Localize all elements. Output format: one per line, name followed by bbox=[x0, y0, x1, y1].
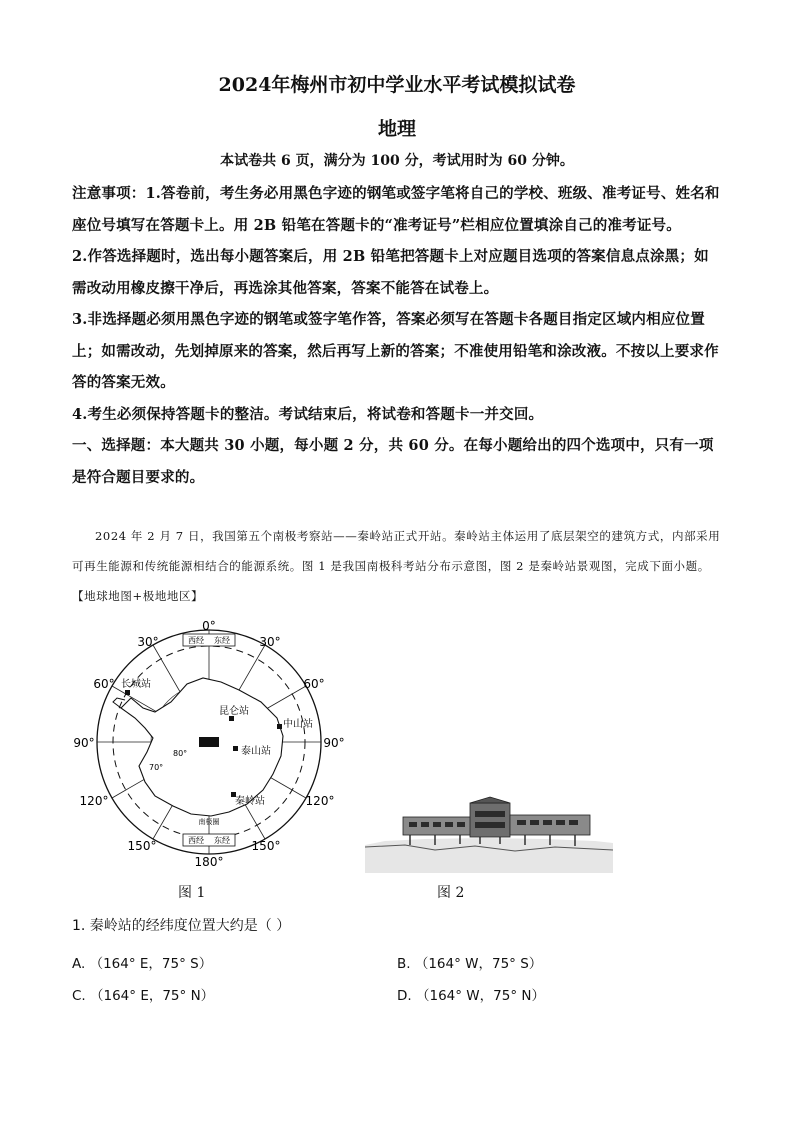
qinling-station-photo bbox=[365, 795, 613, 873]
lon-label: 30° bbox=[137, 635, 159, 649]
lon-label: 60° bbox=[303, 677, 325, 691]
lon-label: 150° bbox=[251, 839, 281, 853]
note-1: 注意事项：1.答卷前，考生务必用黑色字迹的钢笔或签字笔将自己的学校、班级、准考证号、姓名和座位号填写在答题卡上。用 2B 铅笔在答题卡的“准考证号”栏相应位置填涂自己的准考证号。 bbox=[72, 185, 720, 234]
lon-label: 120° bbox=[305, 794, 335, 808]
exam-info: 本试卷共 6 页，满分为 100 分，考试用时为 60 分钟。 bbox=[220, 153, 574, 169]
note-2: 2.作答选择题时，选出每小题答案后，用 2B 铅笔把答题卡上对应题目选项的答案信息点涂黑；如需改动用橡皮擦干净后，再选涂其他答案，答案不能答在试卷上。 bbox=[72, 248, 709, 297]
lon-label: 30° bbox=[259, 635, 281, 649]
station-changcheng: 长城站 bbox=[121, 679, 151, 690]
lon-label: 0° bbox=[202, 620, 216, 633]
lon-label: 90° bbox=[323, 736, 345, 750]
lon-label: 180° bbox=[194, 855, 224, 869]
station-marker bbox=[233, 746, 238, 751]
lon-label: 60° bbox=[93, 677, 115, 691]
lon-label: 120° bbox=[79, 794, 109, 808]
station-kunlun: 昆仑站 bbox=[219, 706, 249, 717]
reading-passage: 2024 年 2 月 7 日，我国第五个南极考察站——秦岭站正式开站。秦岭站主体运用了底层架空的建筑方式，内部采用可再生能源和传统能源相结合的能源系统。图 1 是我国南极科考站分布示意图，图 2 是秦岭站景观图，完成下面小题。【地球地图+极地地区】 bbox=[72, 529, 721, 603]
station-qinling: 秦岭站 bbox=[235, 796, 265, 807]
station-taishan: 泰山站 bbox=[241, 746, 271, 757]
station-marker bbox=[277, 724, 282, 729]
antarctic-station-map bbox=[70, 620, 360, 870]
hemi-east-top: 东经 bbox=[214, 636, 230, 645]
option-a: A. （164° E，75° S） bbox=[72, 956, 213, 972]
snow-ground bbox=[365, 838, 613, 873]
option-d: D. （164° W，75° N） bbox=[397, 988, 545, 1004]
station-zhongshan: 中山站 bbox=[283, 719, 313, 730]
hemi-east-bottom: 东经 bbox=[214, 836, 230, 845]
instructions bbox=[72, 178, 722, 493]
antarctic-circle-label: 南极圈 bbox=[198, 818, 220, 826]
note-4: 4.考生必须保持答题卡的整洁。考试结束后，将试卷和答题卡一并交回。 bbox=[72, 405, 544, 423]
question-1-stem: 1. 秦岭站的经纬度位置大约是（ ） bbox=[72, 918, 291, 934]
option-b: B. （164° W，75° S） bbox=[397, 956, 543, 972]
lon-label: 150° bbox=[127, 839, 157, 853]
station-marker bbox=[125, 690, 130, 695]
south-pole-marker bbox=[199, 737, 219, 747]
exam-title: 2024年梅州市初中学业水平考试模拟试卷 bbox=[218, 74, 576, 96]
subject-title: 地理 bbox=[377, 118, 416, 140]
lat-80-label: 80° bbox=[173, 749, 188, 758]
note-3: 3.非选择题必须用黑色字迹的钢笔或签字笔作答，答案必须写在答题卡各题目指定区域内相应位置上；如需改动，先划掉原来的答案，然后再写上新的答案；不准使用铅笔和涂改液。不按以上要求作答的答案无效。 bbox=[72, 311, 719, 391]
option-c: C. （164° E，75° N） bbox=[72, 988, 215, 1004]
lon-label: 90° bbox=[73, 736, 95, 750]
figure-1-caption: 图 1 bbox=[178, 885, 206, 901]
figure-2-caption: 图 2 bbox=[437, 885, 465, 901]
hemi-west-bottom: 西经 bbox=[188, 836, 204, 845]
section-heading: 一、选择题：本大题共 30 小题，每小题 2 分，共 60 分。在每小题给出的四个选项中，只有一项是符合题目要求的。 bbox=[72, 437, 714, 486]
lat-70-label: 70° bbox=[149, 763, 164, 772]
hemi-west-top: 西经 bbox=[188, 636, 204, 645]
